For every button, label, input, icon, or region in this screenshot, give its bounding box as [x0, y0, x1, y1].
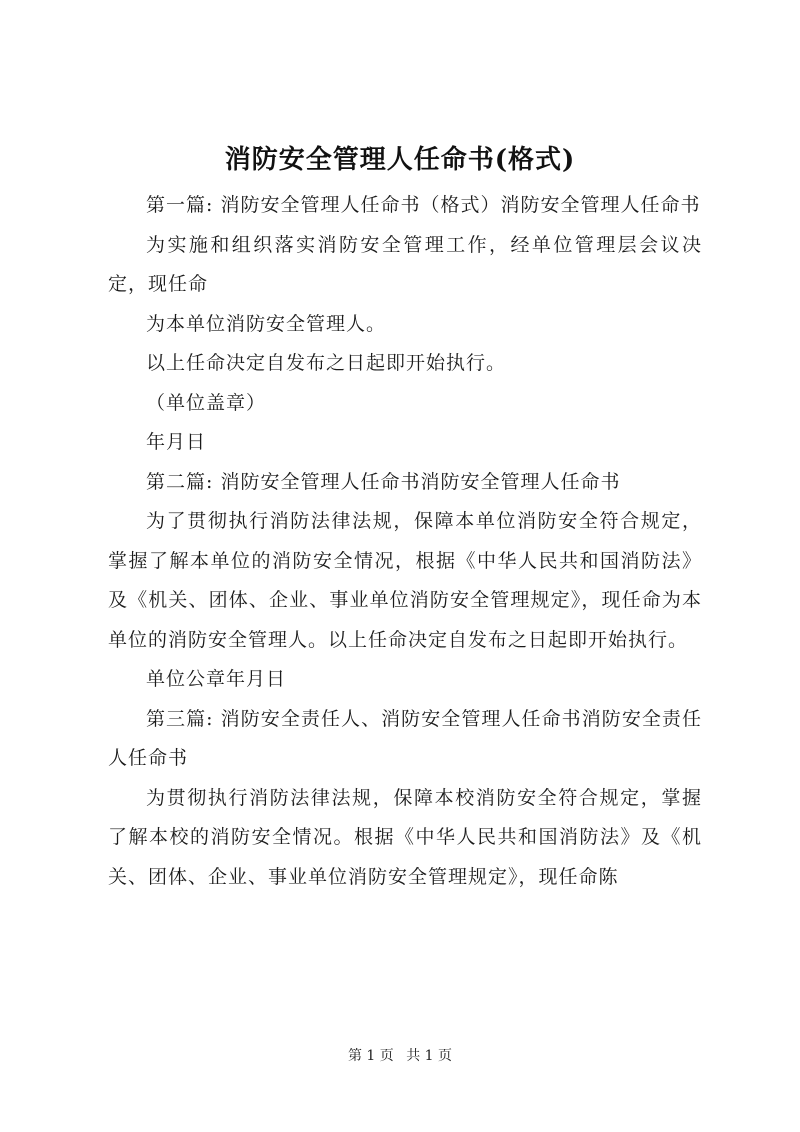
paragraph-4: 以上任命决定自发布之日起即开始执行。 — [146, 352, 507, 374]
paragraph-2: 为实施和组织落实消防安全管理工作，经单位管理层会议决定，现任命 — [108, 233, 702, 295]
paragraph-9: 单位公章年月日 — [146, 668, 287, 690]
paragraph-1: 第一篇: 消防安全管理人任命书（格式）消防安全管理人任命书 — [146, 194, 701, 216]
document-title: 消防安全管理人任命书(格式) — [224, 145, 576, 175]
paragraph-5: （单位盖章） — [146, 391, 267, 414]
paragraph-3: 为本单位消防安全管理人。 — [146, 312, 387, 335]
page-number: 第 1 页 — [347, 1048, 394, 1064]
page-total: 共 1 页 — [406, 1048, 453, 1064]
document-body — [108, 186, 702, 897]
paragraph-8: 为了贯彻执行消防法律法规，保障本单位消防安全符合规定，掌握了解本单位的消防安全情况，根据《中华人民共和国消防法》及《机关、团体、企业、事业单位消防安全管理规定》，现任命为本单位的消防安全管理人。以上任命决定自发布之日起即开始执行。 — [108, 510, 702, 651]
page-footer — [0, 1045, 800, 1065]
paragraph-6: 年月日 — [146, 431, 207, 453]
paragraph-7: 第二篇: 消防安全管理人任命书消防安全管理人任命书 — [146, 470, 621, 493]
paragraph-10: 第三篇: 消防安全责任人、消防安全管理人任命书消防安全责任人任命书 — [108, 707, 702, 769]
paragraph-11: 为贯彻执行消防法律法规，保障本校消防安全符合规定，掌握了解本校的消防安全情况。根据《中华人民共和国消防法》及《机关、团体、企业、事业单位消防安全管理规定》，现任命陈 — [108, 786, 702, 888]
